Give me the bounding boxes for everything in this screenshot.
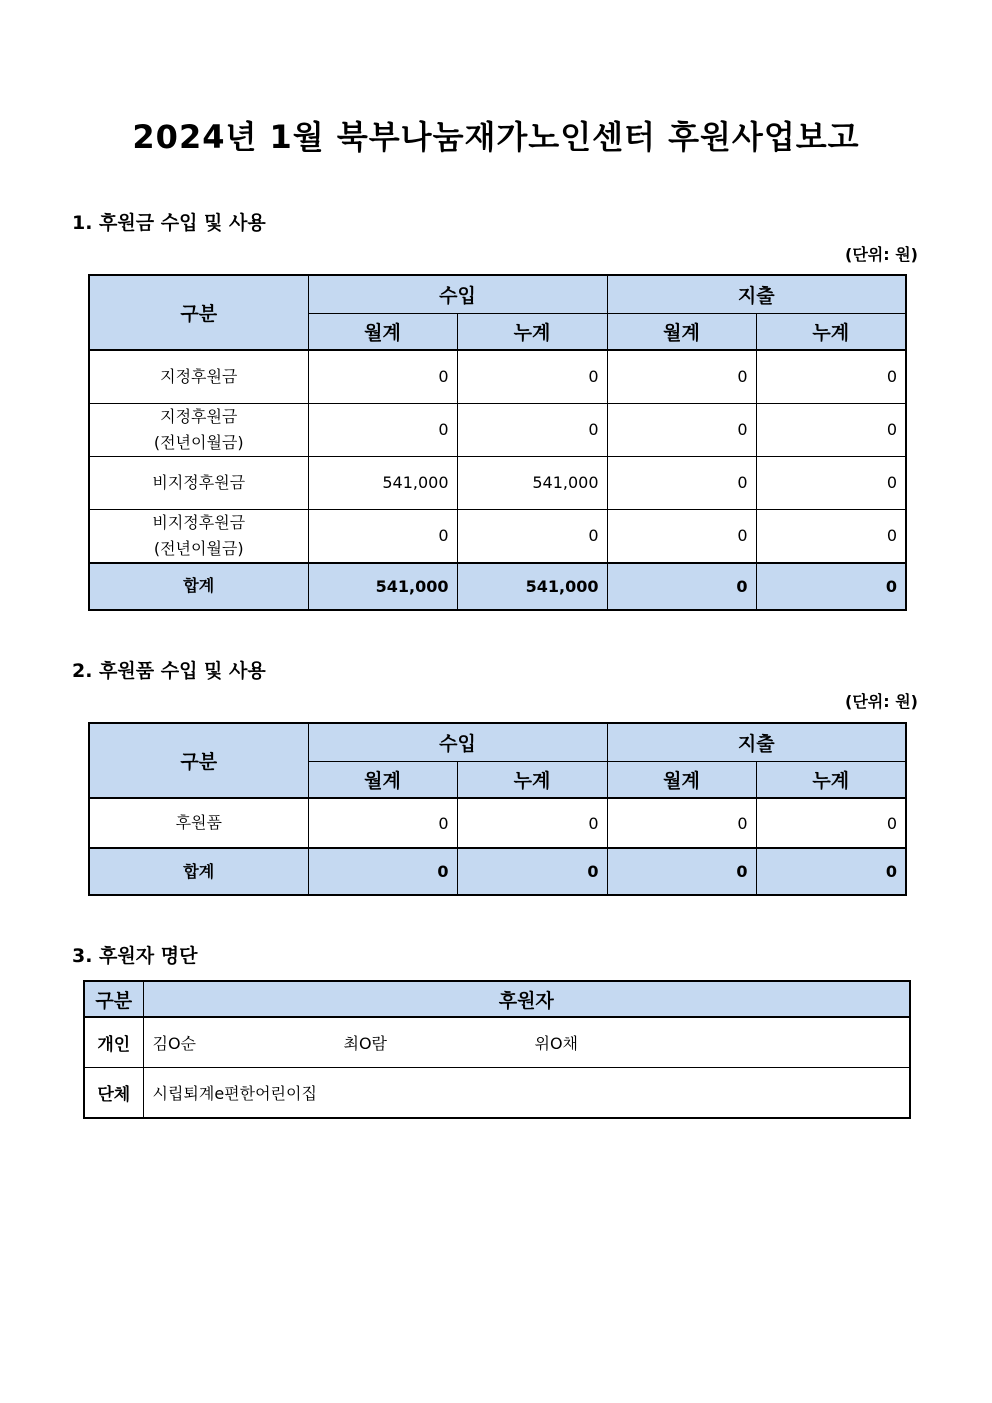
header-expense-monthly: 월계 bbox=[607, 313, 756, 350]
header-expense-cumulative: 누계 bbox=[756, 313, 906, 350]
section2-heading: 2. 후원품 수입 및 사용 bbox=[72, 660, 266, 682]
income-cumulative-cell: 0 bbox=[457, 403, 607, 456]
header-expense-cumulative: 누계 bbox=[756, 761, 906, 798]
section1-unit: (단위: 원) bbox=[845, 245, 918, 264]
donor-list-table bbox=[83, 980, 911, 1119]
donor-name: 최O람 bbox=[343, 1033, 388, 1053]
expense-monthly-cell: 0 bbox=[607, 350, 756, 403]
header-income-cumulative: 누계 bbox=[457, 761, 607, 798]
header-income-cumulative: 누계 bbox=[457, 313, 607, 350]
donor-name: 위O채 bbox=[534, 1033, 579, 1053]
expense-cumulative-cell: 0 bbox=[756, 456, 906, 509]
donor-name: 시립퇴계e편한어린이집 bbox=[152, 1083, 317, 1103]
donor-name: 김O순 bbox=[152, 1033, 197, 1053]
expense-monthly-cell: 0 bbox=[607, 798, 756, 848]
row-label: 후원품 bbox=[89, 798, 308, 848]
row-label: 지정후원금 (전년이월금) bbox=[89, 403, 308, 456]
group-label: 단체 bbox=[84, 1067, 143, 1118]
expense-monthly-cell: 0 bbox=[607, 403, 756, 456]
table-row bbox=[89, 350, 906, 403]
donation-goods-table bbox=[88, 722, 907, 896]
table-row bbox=[84, 1017, 910, 1067]
income-cumulative-cell: 0 bbox=[457, 509, 607, 563]
income-monthly-cell: 0 bbox=[308, 798, 457, 848]
income-monthly-cell: 0 bbox=[308, 350, 457, 403]
header-expense: 지출 bbox=[607, 723, 906, 761]
table-row bbox=[89, 509, 906, 563]
header-category: 구분 bbox=[89, 723, 308, 798]
total-income-monthly: 0 bbox=[308, 848, 457, 895]
header-income: 수입 bbox=[308, 275, 607, 313]
table-row bbox=[84, 1067, 910, 1118]
total-expense-monthly: 0 bbox=[607, 848, 756, 895]
expense-cumulative-cell: 0 bbox=[756, 798, 906, 848]
total-row bbox=[89, 563, 906, 610]
income-cumulative-cell: 541,000 bbox=[457, 456, 607, 509]
row-label: 지정후원금 bbox=[89, 350, 308, 403]
total-expense-cumulative: 0 bbox=[756, 563, 906, 610]
total-label: 합계 bbox=[89, 848, 308, 895]
section1-heading: 1. 후원금 수입 및 사용 bbox=[72, 212, 266, 234]
table-row bbox=[89, 403, 906, 456]
header-income: 수입 bbox=[308, 723, 607, 761]
total-income-cumulative: 0 bbox=[457, 848, 607, 895]
table-row bbox=[89, 456, 906, 509]
row-label: 비지정후원금 (전년이월금) bbox=[89, 509, 308, 563]
income-monthly-cell: 0 bbox=[308, 403, 457, 456]
total-expense-cumulative: 0 bbox=[756, 848, 906, 895]
total-expense-monthly: 0 bbox=[607, 563, 756, 610]
total-row bbox=[89, 848, 906, 895]
header-expense-monthly: 월계 bbox=[607, 761, 756, 798]
header-category: 구분 bbox=[89, 275, 308, 350]
section3-heading: 3. 후원자 명단 bbox=[72, 945, 198, 967]
header-expense: 지출 bbox=[607, 275, 906, 313]
total-income-cumulative: 541,000 bbox=[457, 563, 607, 610]
page-title: 2024년 1월 북부나눔재가노인센터 후원사업보고 bbox=[132, 118, 860, 156]
individual-label: 개인 bbox=[84, 1017, 143, 1067]
expense-cumulative-cell: 0 bbox=[756, 350, 906, 403]
total-label: 합계 bbox=[89, 563, 308, 610]
individual-donors bbox=[143, 1017, 910, 1067]
income-monthly-cell: 541,000 bbox=[308, 456, 457, 509]
header-income-monthly: 월계 bbox=[308, 313, 457, 350]
group-donors bbox=[143, 1067, 910, 1118]
row-label: 비지정후원금 bbox=[89, 456, 308, 509]
header-category: 구분 bbox=[84, 981, 143, 1017]
expense-monthly-cell: 0 bbox=[607, 456, 756, 509]
table-row bbox=[89, 798, 906, 848]
header-income-monthly: 월계 bbox=[308, 761, 457, 798]
section2-unit: (단위: 원) bbox=[845, 692, 918, 711]
income-cumulative-cell: 0 bbox=[457, 798, 607, 848]
header-donor: 후원자 bbox=[143, 981, 910, 1017]
income-cumulative-cell: 0 bbox=[457, 350, 607, 403]
expense-cumulative-cell: 0 bbox=[756, 509, 906, 563]
expense-monthly-cell: 0 bbox=[607, 509, 756, 563]
donation-money-table bbox=[88, 274, 907, 611]
total-income-monthly: 541,000 bbox=[308, 563, 457, 610]
income-monthly-cell: 0 bbox=[308, 509, 457, 563]
expense-cumulative-cell: 0 bbox=[756, 403, 906, 456]
